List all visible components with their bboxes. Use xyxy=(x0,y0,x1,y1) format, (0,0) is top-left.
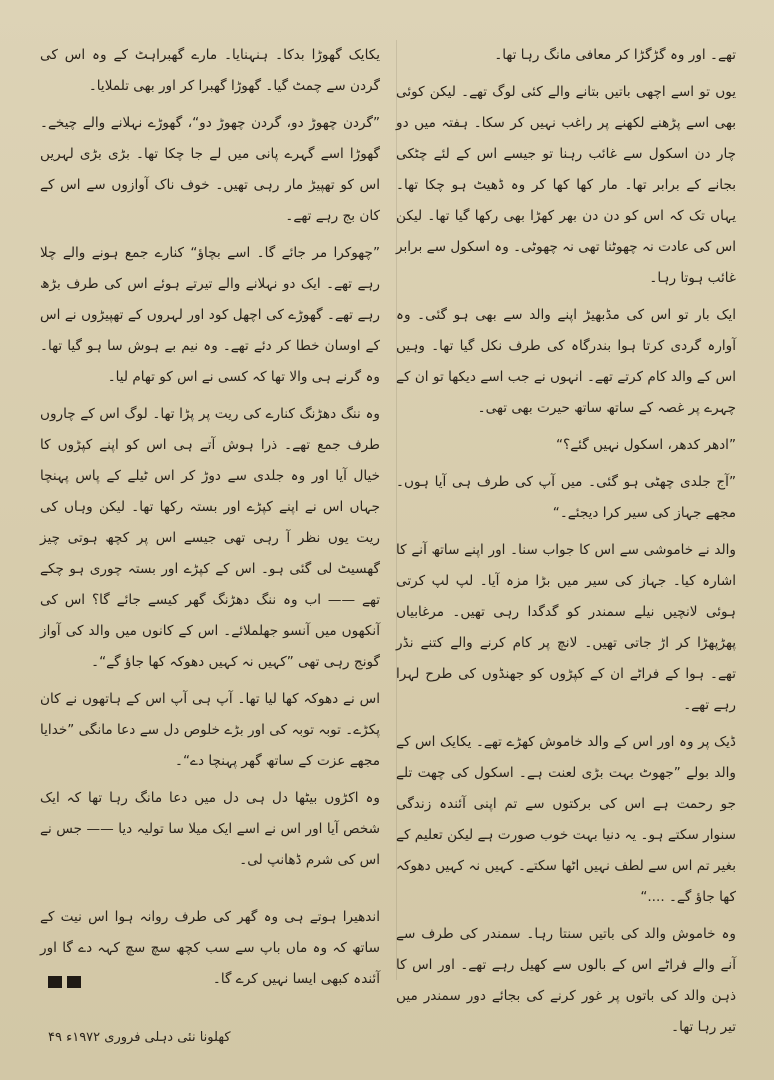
paragraph: ایک بار تو اس کی مڈبھیڑ اپنے والد سے بھی ہو گئی۔ وہ آوارہ گردی کرتا ہوا بندرگاہ کی طرف نکل گیا تھا۔ وہیں اس کے والد کام کرتے تھے۔ انہوں نے جب اسے دیکھا تو ان کے چہرے پر غصہ کے ساتھ ساتھ حیرت بھی تھی۔ xyxy=(396,307,736,416)
paragraph: تھے۔ اور وہ گڑگڑا کر معافی مانگ رہا تھا۔ xyxy=(494,47,736,63)
paragraph: ”گردن چھوڑ دو، گردن چھوڑ دو“، گھوڑے نہلانے والے چیخے۔ گھوڑا اسے گہرے پانی میں لے جا چکا تھا۔ بڑی بڑی لہریں اس کو تھپیڑ مار رہی تھیں۔ خوف ناک آوازوں سے اس کے کان بج رہے تھے۔ xyxy=(40,115,380,224)
paragraph: وہ خاموش والد کی باتیں سنتا رہا۔ سمندر کی طرف سے آنے والے فراٹے اس کے بالوں سے کھیل رہے تھے۔ اور اس کا ذہن والد کی باتوں پر غور کرنے کی بجائے دور سمندر میں تیر رہا تھا۔ xyxy=(396,926,736,1035)
paragraph: ”آج جلدی چھٹی ہو گئی۔ میں آپ کی طرف ہی آیا ہوں۔ مجھے جہاز کی سیر کرا دیجئے۔“ xyxy=(396,474,736,521)
end-square xyxy=(67,976,81,988)
paragraph: ”چھوکرا مر جائے گا۔ اسے بچاؤ“ کنارے جمع ہونے والے چلا رہے تھے۔ ایک دو نہلانے والے تیرتے ہوئے اس کی طرف بڑھ رہے تھے۔ گھوڑے کی اچھل کود اور لہروں کے تھپیڑوں نے اس کے اوسان خطا کر دئے تھے۔ وہ نیم بے ہوش سا ہو گیا تھا۔ وہ گرنے ہی والا تھا کہ کسی نے اس کو تھام لیا۔ xyxy=(40,245,380,385)
end-of-story-mark xyxy=(48,976,81,988)
paragraph: وہ اکڑوں بیٹھا دل ہی دل میں دعا مانگ رہا تھا کہ ایک شخص آیا اور اس نے اسے ایک میلا سا تولیہ دیا —— جس نے اس کی شرم ڈھانپ لی۔ xyxy=(40,790,380,868)
right-column xyxy=(396,40,736,1049)
page-footer: کھلونا نئی دہلی فروری ۱۹۷۲ء ۴۹ xyxy=(48,1030,231,1045)
paragraph: ڈیک پر وہ اور اس کے والد خاموش کھڑے تھے۔ یکایک اس کے والد بولے ”جھوٹ بہت بڑی لعنت ہے۔ اسکول کی چھت تلے جو رحمت ہے اس کی برکتوں سے تم اپنی آئندہ زندگی سنوار سکتے ہو۔ یہ دنیا بہت خوب صورت ہے لیکن تعلیم کے بغیر تم اس سے لطف نہیں اٹھا سکتے۔ کہیں نہ کہیں دھوکہ کھا جاؤ گے۔ ....“ xyxy=(396,734,736,905)
left-column xyxy=(40,40,380,1001)
paragraph: اندھیرا ہوتے ہی وہ گھر کی طرف روانہ ہوا اس نیت کے ساتھ کہ وہ ماں باپ سے سب کچھ سچ سچ کہہ دے گا اور آئندہ کبھی ایسا نہیں کرے گا۔ xyxy=(40,909,380,987)
end-square xyxy=(48,976,62,988)
paragraph: والد نے خاموشی سے اس کا جواب سنا۔ اور اپنے ساتھ آنے کا اشارہ کیا۔ جہاز کی سیر میں بڑا مزہ آیا۔ لپ لپ کرتی ہوئی لانچیں نیلے سمندر کو گدگدا رہی تھیں۔ مرغابیاں پھڑپھڑا کر اڑ جاتی تھیں۔ لانچ پر کام کرنے والے کتنے نڈر تھے۔ ہوا کے فراٹے ان کے کپڑوں کو جھنڈوں کی طرح لہرا رہے تھے۔ xyxy=(396,542,736,713)
paragraph: یوں تو اسے اچھی باتیں بتانے والے کئی لوگ تھے۔ لیکن کوئی بھی اسے پڑھنے لکھنے پر راغب نہیں کر سکا۔ ہفتہ میں دو چار دن اسکول سے غائب رہنا تو جیسے اس کے لئے چٹکی بجانے کے برابر تھا۔ مار کھا کھا کر وہ ڈھیٹ ہو چکا تھا۔ یہاں تک کہ اس کو دن دن بھر کھڑا بھی رکھا گیا تھا۔ لیکن اس کی عادت نہ چھوٹنا تھی نہ چھوٹی۔ وہ اسکول سے برابر غائب ہوتا رہا۔ xyxy=(396,84,736,286)
paragraph: ”ادھر کدھر، اسکول نہیں گئے؟“ xyxy=(555,437,736,453)
paragraph: اس نے دھوکہ کھا لیا تھا۔ آپ ہی آپ اس کے ہاتھوں نے کان پکڑے۔ توبہ توبہ کی اور بڑے خلوص دل سے دعا مانگی ”خدایا مجھے عزت کے ساتھ گھر پہنچا دے“۔ xyxy=(40,691,380,769)
paragraph: وہ ننگ دھڑنگ کنارے کی ریت پر پڑا تھا۔ لوگ اس کے چاروں طرف جمع تھے۔ ذرا ہوش آتے ہی اس کو اپنے کپڑوں کا خیال آیا اور وہ جلدی سے دوڑ کر اس ٹیلے کے پاس پہنچا جہاں اس نے اپنے کپڑے اور بستہ رکھا تھا۔ لیکن وہاں کی ریت یوں نظر آ رہی تھی جیسے اس پر کچھ ہوتی چیز گھسیٹ لی گئی ہو۔ اس کے کپڑے اور بستہ چوری ہو چکے تھے —— اب وہ ننگ دھڑنگ گھر کیسے جائے گا؟ اس کی آنکھوں میں آنسو جھلملائے۔ اس کے کانوں میں والد کی آواز گونج رہی تھی ”کہیں نہ کہیں دھوکہ کھا جاؤ گے“۔ xyxy=(40,406,380,670)
paragraph: یکایک گھوڑا بدکا۔ ہنہنایا۔ مارے گھبراہٹ کے وہ اس کی گردن سے چمٹ گیا۔ گھوڑا گھبرا کر اور بھی تلملایا۔ xyxy=(40,47,380,94)
